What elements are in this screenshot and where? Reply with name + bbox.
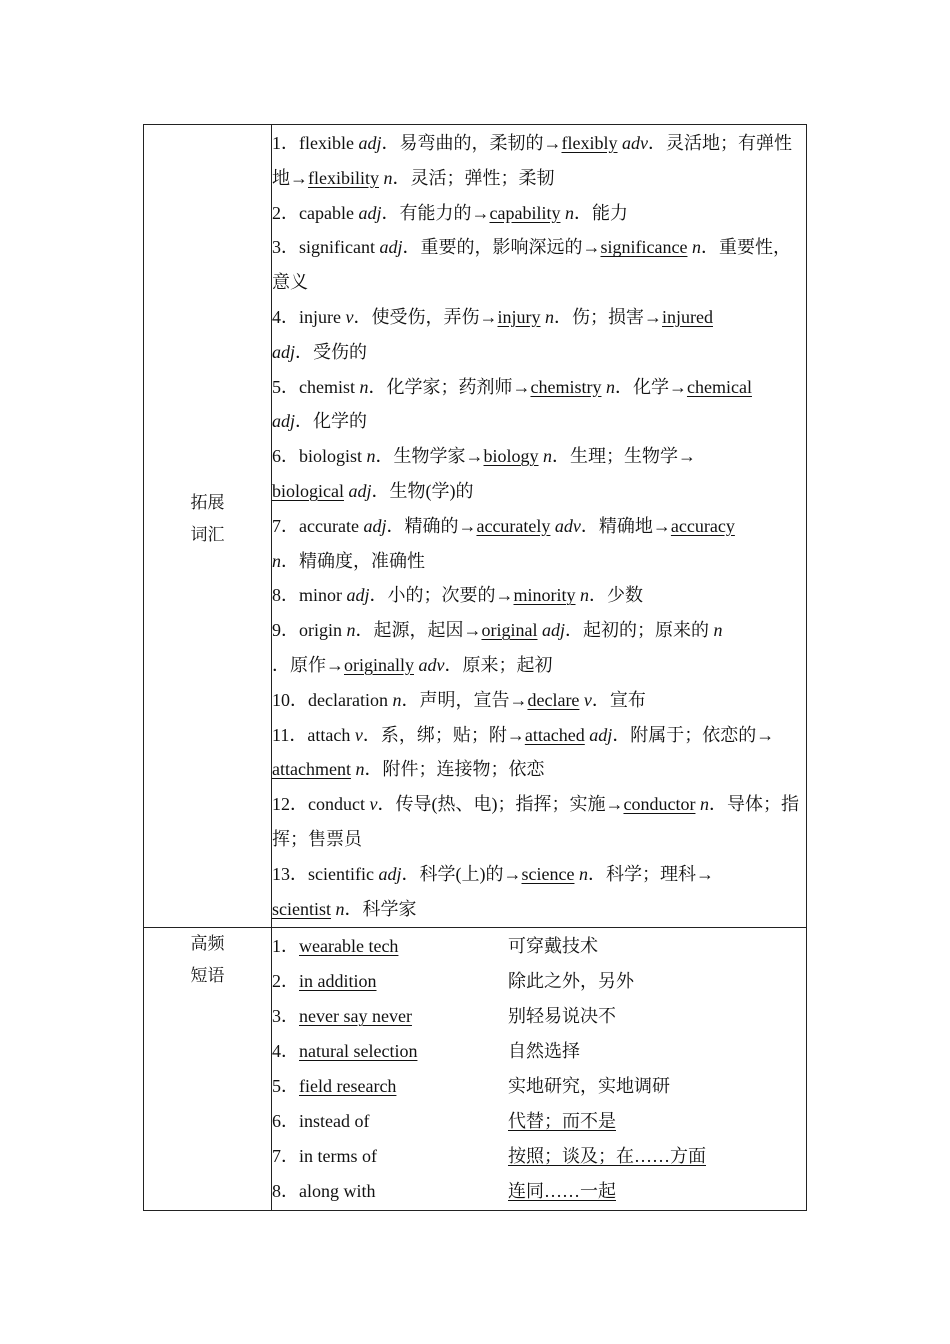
derived-word: chemical — [686, 376, 752, 397]
vocab-entry-3: 3．significant adj．重要的，影响深远的→significance n．重要性，意义 — [272, 237, 791, 293]
derived-word: science — [521, 863, 575, 884]
phrase-item-4: 4．natural selection 自然选择 — [272, 1041, 580, 1062]
vocab-entry-9: 9．origin n．起源，起因→original adj．起初的；原来的 n ．原作→originally adv．原来；起初 — [272, 620, 723, 675]
vocab-entry-list — [272, 125, 806, 927]
expanded-vocab-content — [272, 125, 807, 928]
phrase-list — [272, 928, 806, 1210]
vocab-entry-4: 4．injure v．使受伤，弄伤→injury n．伤；损害→injured adj．受伤的 — [272, 306, 713, 362]
vocab-entry-6: 6．biologist n．生物学家→biology n．生理；生物学→ biological adj．生物(学)的 — [272, 446, 697, 501]
label-line-2: 短语 — [190, 966, 225, 987]
phrase-item-7: 7．in terms of 按照；谈及；在……方面 — [272, 1146, 706, 1167]
derived-word: minority — [513, 585, 576, 606]
vocabulary-table — [143, 124, 807, 1211]
derived-word: original — [481, 620, 538, 641]
vocab-entry-11: 11．attach v．系，绑；贴；附→attached adj．附属于；依恋的→ attachment n．附件；连接物；依恋 — [272, 724, 775, 780]
phrases-label — [144, 928, 271, 992]
vocab-entry-13: 13．scientific adj．科学(上)的→science n．科学；理科→ scientist n．科学家 — [272, 863, 714, 919]
vocab-entry-12: 12．conduct v．传导(热、电)；指挥；实施→conductor n．导体；指挥；售票员 — [272, 794, 799, 849]
derived-word: attached — [524, 724, 585, 745]
derived-word: chemistry — [530, 376, 602, 397]
phrase-item-8: 8．along with 连同……一起 — [272, 1181, 616, 1202]
derived-word: declare — [527, 689, 580, 710]
phrase-item-1: 1．wearable tech 可穿戴技术 — [272, 936, 598, 957]
derived-word: injury — [497, 306, 541, 327]
derived-word: capability — [489, 202, 561, 223]
derived-word: biology — [483, 446, 539, 467]
label-line-1: 拓展 — [190, 493, 225, 513]
phrases-label-cell — [144, 928, 272, 1211]
vocab-entry-1: 1．flexible adj．易弯曲的，柔韧的→flexibly adv．灵活地；有弹性地→flexibility n．灵活；弹性；柔韧 — [272, 133, 792, 188]
derived-word: flexibly — [561, 133, 618, 153]
phrase-item-6: 6．instead of 代替；而不是 — [272, 1111, 616, 1132]
derived-word: accuracy — [670, 515, 735, 536]
derived-word: attachment — [272, 759, 351, 780]
phrase-item-3: 3．never say never 别轻易说决不 — [272, 1006, 616, 1027]
derived-word: scientist — [272, 898, 331, 919]
derived-word: accurately — [476, 515, 551, 536]
vocab-entry-2: 2．capable adj．有能力的→capability n．能力 — [272, 202, 628, 223]
derived-word: flexibility — [308, 167, 379, 188]
expanded-vocab-label — [144, 125, 271, 913]
vocab-entry-7: 7．accurate adj．精确的→accurately adv．精确地→accuracy n．精确度，准确性 — [272, 515, 735, 571]
derived-word: biological — [272, 480, 344, 501]
derived-word: significance — [600, 237, 688, 258]
phrases-content — [272, 928, 807, 1211]
derived-word: conductor — [623, 794, 696, 815]
derived-word: injured — [662, 306, 713, 327]
expanded-vocab-row — [144, 125, 807, 928]
derived-word: originally — [344, 654, 414, 675]
vocab-entry-8: 8．minor adj．小的；次要的→minority n．少数 — [272, 585, 644, 606]
phrase-item-5: 5．field research 实地研究，实地调研 — [272, 1076, 670, 1097]
phrase-item-2: 2．in addition 除此之外，另外 — [272, 971, 634, 992]
vocab-entry-5: 5．chemist n．化学家；药剂师→chemistry n．化学→chemical adj．化学的 — [272, 376, 752, 432]
expanded-vocab-label-cell — [144, 125, 272, 928]
vocab-entry-10: 10．declaration n．声明，宣告→declare v．宣布 — [272, 689, 646, 710]
label-line-2: 词汇 — [190, 525, 225, 545]
label-line-1: 高频 — [190, 934, 225, 955]
phrases-row — [144, 928, 807, 1211]
